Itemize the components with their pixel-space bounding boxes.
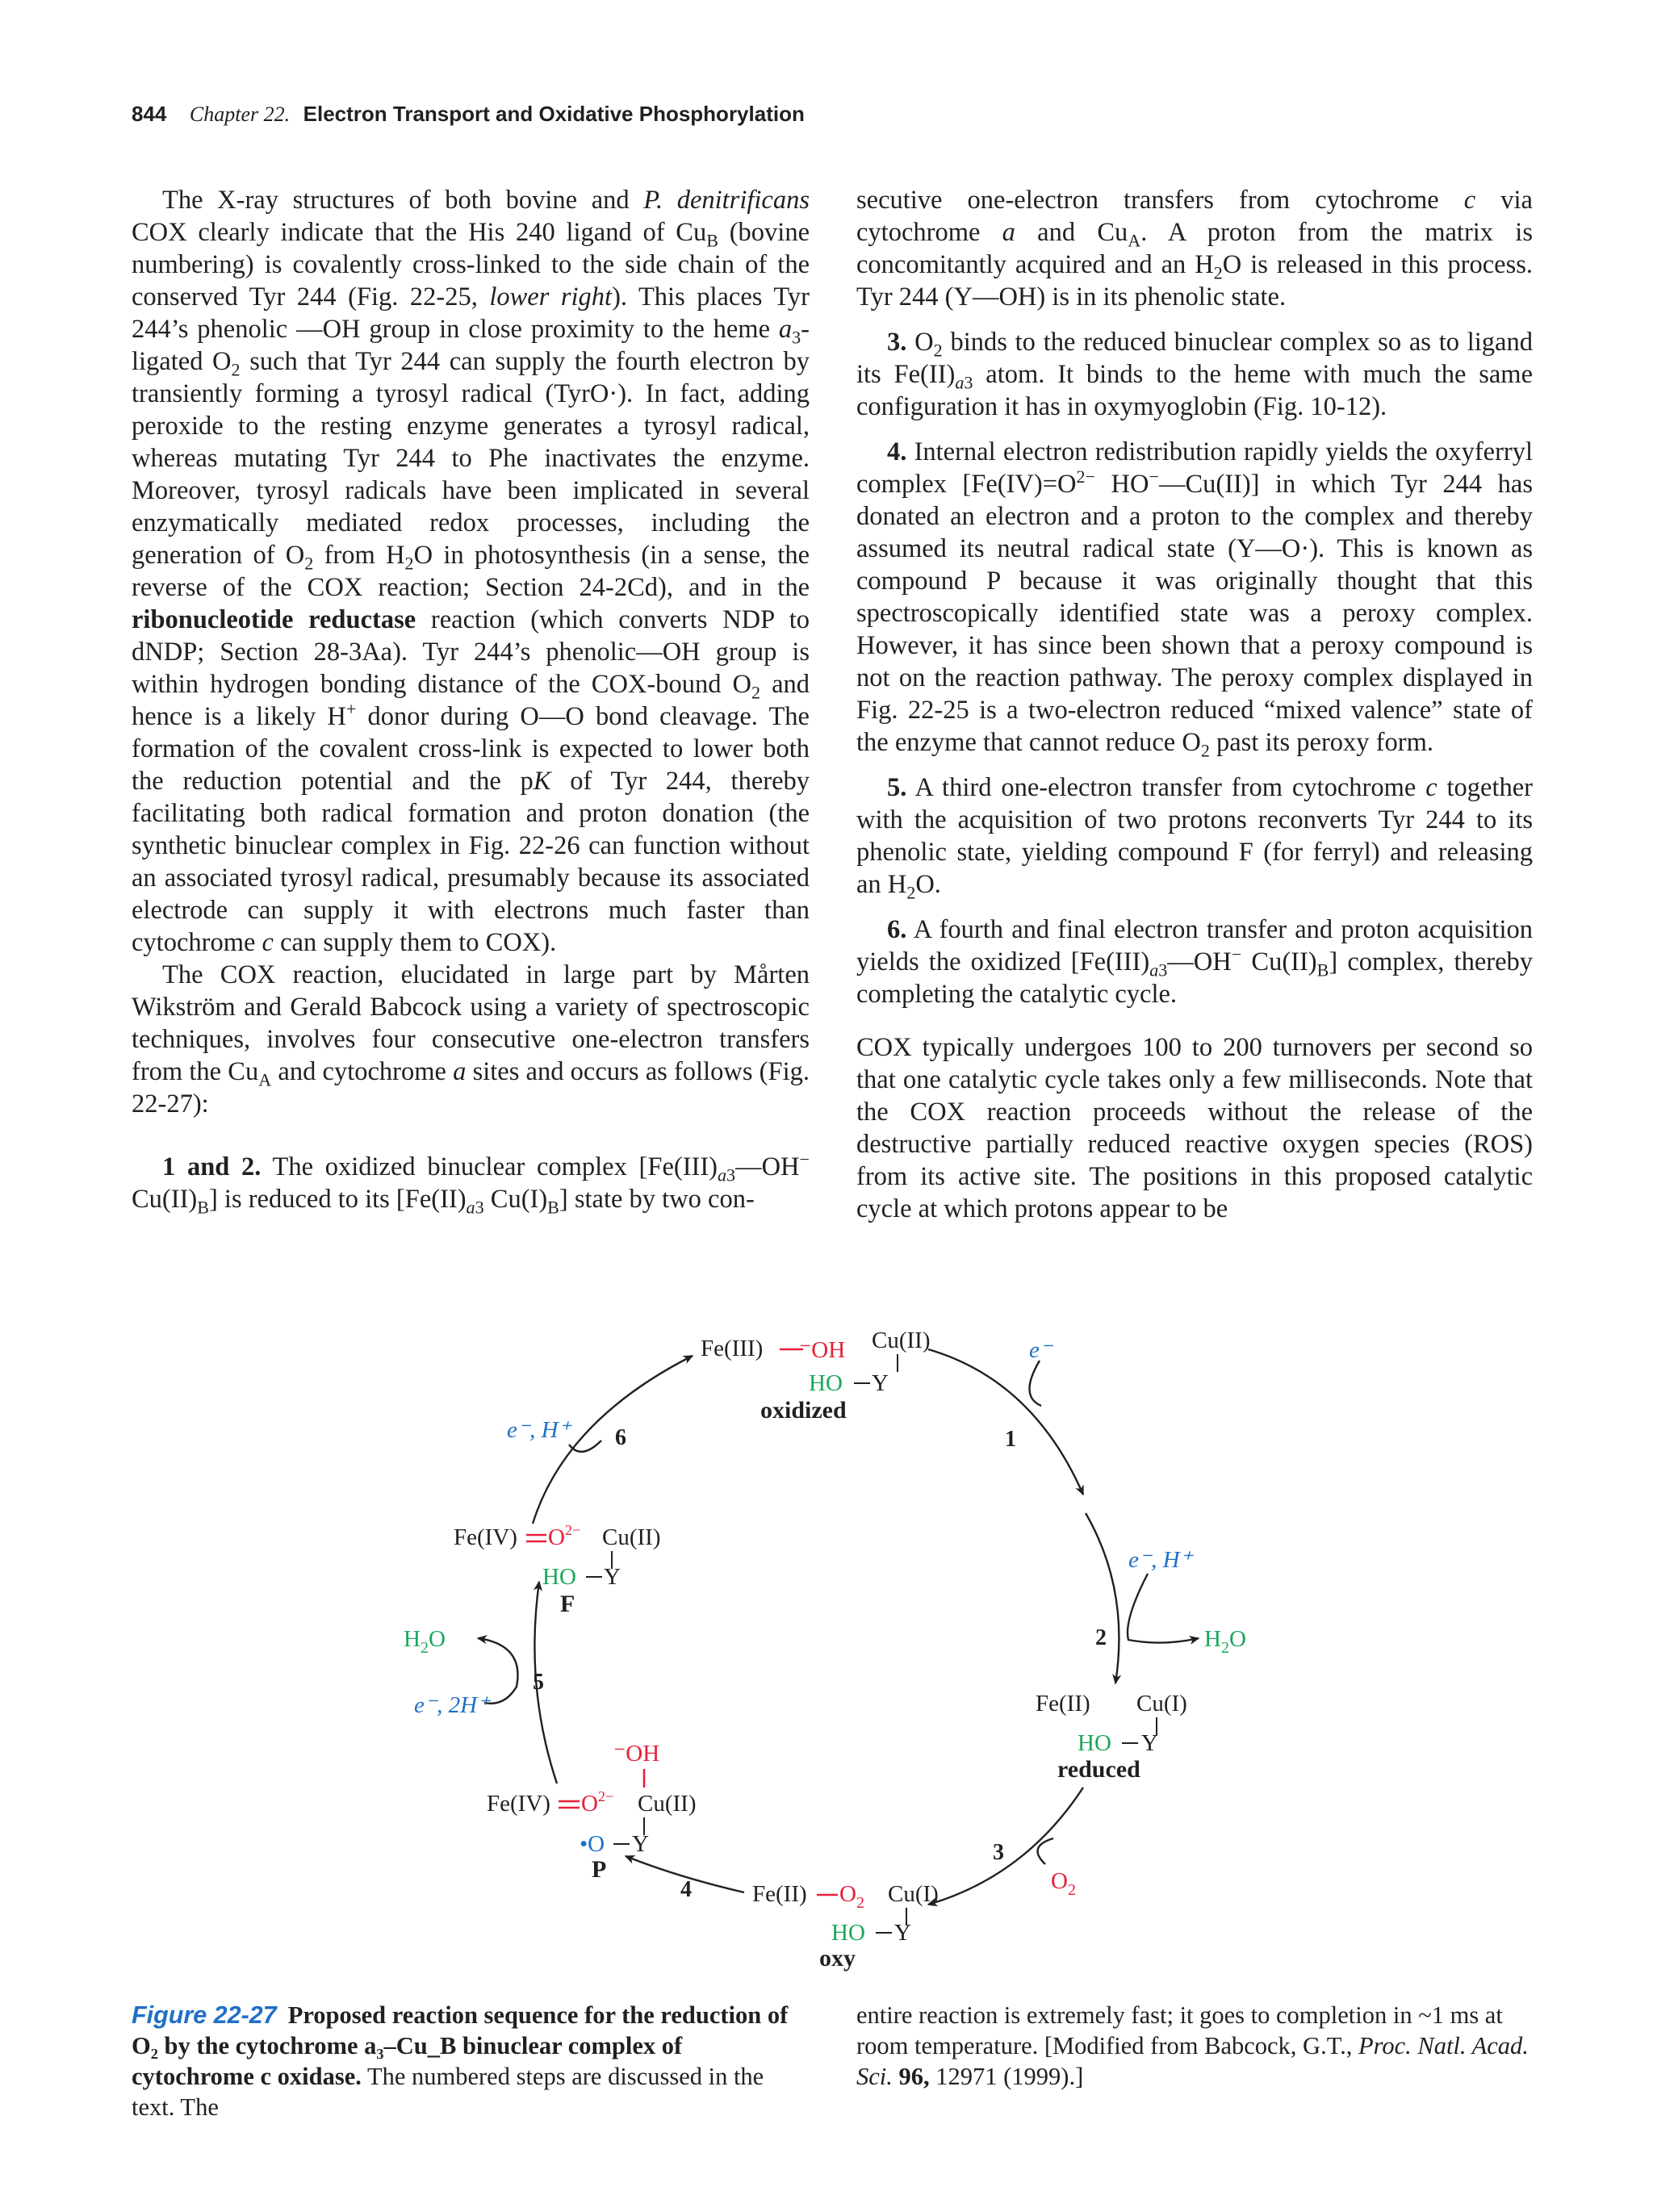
- chapter-title: Electron Transport and Oxidative Phosphorylation: [303, 102, 805, 126]
- step-5-input: e⁻, 2H⁺: [414, 1692, 490, 1718]
- step-1-arrow: [928, 1349, 1083, 1495]
- oxy-o2: $O_2$: [839, 1881, 864, 1912]
- f-label: F: [560, 1591, 575, 1617]
- caption-text: The numbered steps are discussed in the text. The: [132, 2063, 764, 2121]
- paragraph: 3. $O_2$ binds to the reduced binuclear complex so as to ligand its $Fe(II)_{a3}$ atom. It binds to the heme with much the same configuration it has in oxymyoglobin (Fig. 10-12).: [856, 328, 1534, 421]
- figure-caption-continued: [856, 2000, 1534, 2092]
- step-3-input: $O_2$: [1051, 1868, 1076, 1899]
- step-3-input-curve: [1038, 1838, 1053, 1864]
- step-6-number: 6: [615, 1425, 626, 1450]
- chapter-number: Chapter 22.: [189, 102, 291, 126]
- paragraph: secutive one-electron transfers from cytochrome c via cytochrome a and $Cu_A$. A proton from the matrix is concomitantly acquired and an $H_2O$ is released in this process. Tyr 244 (Y—OH) is in its phenolic state.: [856, 186, 1533, 312]
- step-2-number: 2: [1095, 1625, 1107, 1650]
- step-6-input: e⁻, H⁺: [507, 1417, 571, 1443]
- f-ho: HO: [542, 1564, 576, 1590]
- step-2-input: e⁻, H⁺: [1128, 1547, 1192, 1573]
- caption-journal: Proc. Natl. Acad. Sci.: [856, 2032, 1529, 2090]
- step-3: [928, 1788, 1083, 1905]
- p-fe: Fe(IV): [487, 1791, 550, 1817]
- reduced-y: Y: [1141, 1730, 1158, 1756]
- oxy-label: oxy: [819, 1945, 856, 1972]
- paragraph: 4. Internal electron redistribution rapidly yields the oxyferryl complex [$Fe(IV)=O^{2-}$ HO−—Cu(II)] in which Tyr 244 has donated an electron and a proton to the complex and thereby assumed its neutral radical state (Y—O·). This is known as compound P because it was originally thought that this spectroscopically identified state was a peroxy complex. However, it has since been shown that a peroxy compound is not on the reaction pathway. The peroxy complex displayed in Fig. 22-25 is a two-electron reduced “mixed valence” state of the enzyme that cannot reduce $O_2$ past its peroxy form.: [856, 437, 1533, 761]
- caption-volume: 96,: [898, 2063, 930, 2090]
- p-radical-o: •O: [580, 1831, 605, 1857]
- f-fe: Fe(IV): [454, 1524, 517, 1550]
- f-o: $O^{2-}$: [548, 1522, 581, 1550]
- body-column-right: [856, 184, 1533, 1225]
- p-oh: ⁻OH: [613, 1741, 660, 1767]
- caption-continued-a: entire reaction is extremely fast; it goes to completion in ~1 ms at room temperature. [Modified from Babcock, G.T.,: [856, 2001, 1503, 2059]
- p-y: Y: [632, 1831, 649, 1857]
- oxy-cu: Cu(I): [888, 1881, 939, 1907]
- caption-bold: Proposed reaction sequence for the reduction of O₂ by the cytochrome a₃–Cu_B binuclear complex of cytochrome c oxidase.: [132, 2001, 789, 2090]
- step-1-input: e⁻: [1029, 1337, 1052, 1363]
- step-2-branch: [1128, 1574, 1199, 1643]
- paragraph: 5. A third one-electron transfer from cytochrome c together with the acquisition of two protons reconverts Tyr 244 to its phenolic state, yielding compound F (for ferryl) and releasing an $H_2O$.: [856, 773, 1534, 903]
- paragraph: The X-ray structures of both bovine and P. denitrificans COX clearly indicate that the His 240 ligand of $Cu_B$ (bovine numbering) is covalently cross-linked to the side chain of the conserved Tyr 244 (Fig. 22-25, lower right). This places Tyr 244’s phenolic —OH group in close proximity to the heme $a_3$-ligated $O_2$ such that Tyr 244 can supply the fourth electron by transiently forming a tyrosyl radical (TyrO·). In fact, adding peroxide to the resting enzyme generates a tyrosyl radical, whereas mutating Tyr 244 to Phe inactivates the enzyme. Moreover, tyrosyl radicals have been implicated in several enzymatically mediated redox processes, including the generation of $O_2$ from $H_2O$ in photosynthesis (in a sense, the reverse of the COX reaction; Section 24-2Cd), and in the ribonucleotide reductase reaction (which converts NDP to dNDP; Section 28-3Aa). Tyr 244’s phenolic—OH group is within hydrogen bonding distance of the COX-bound $O_2$ and hence is a likely H+ donor during O—O bond cleavage. The formation of the covalent cross-link is expected to lower both the reduction potential and the pK of Tyr 244, thereby facilitating both radical formation and proton donation (the synthetic binuclear complex in Fig. 22-26 can function without an associated tyrosyl radical, presumably because its associated electrode can supply it with electrons much faster than cytochrome c can supply them to COX).: [132, 186, 810, 957]
- state-oxy: [752, 1881, 939, 1972]
- step-4-number: 4: [680, 1877, 692, 1902]
- figure-caption: [132, 2000, 810, 2122]
- step-1-number: 1: [1005, 1427, 1016, 1452]
- page-header: [132, 102, 805, 127]
- oxidized-label: oxidized: [760, 1397, 847, 1424]
- paragraph: COX typically undergoes 100 to 200 turnovers per second so that one catalytic cycle takes only a few milliseconds. Note that the COX reaction proceeds without the release of the destructive partially reduced reactive oxygen species (ROS) from its active site. The positions in this proposed catalytic cycle at which protons appear to be: [856, 1033, 1533, 1223]
- oxy-fe: Fe(II): [752, 1881, 807, 1907]
- paragraph: 6. A fourth and final electron transfer and proton acquisition yields the oxidized [$Fe(III)_{a3}—OH^-$ $Cu(II)_B$] complex, thereby completing the catalytic cycle.: [856, 915, 1534, 1009]
- cox-catalytic-cycle-diagram: [0, 1307, 1653, 2001]
- step-5-number: 5: [533, 1670, 544, 1695]
- step-3-number: 3: [993, 1840, 1004, 1865]
- body-column-left: [132, 184, 810, 1218]
- oxy-ho: HO: [831, 1920, 865, 1946]
- oxidized-fe: Fe(III): [701, 1336, 764, 1361]
- p-cu: Cu(II): [638, 1791, 697, 1817]
- reduced-fe: Fe(II): [1036, 1691, 1090, 1716]
- step-1: [928, 1337, 1083, 1495]
- step-4: [626, 1856, 744, 1902]
- state-reduced: [1036, 1691, 1187, 1783]
- figure-number: Figure 22-27: [132, 2001, 277, 2029]
- reduced-ho: HO: [1078, 1730, 1111, 1756]
- step-2-arrow: [1086, 1513, 1119, 1683]
- reduced-label: reduced: [1057, 1756, 1140, 1783]
- f-cu: Cu(II): [602, 1524, 661, 1550]
- reduced-cu: Cu(I): [1136, 1691, 1187, 1716]
- oxy-y: Y: [894, 1920, 911, 1946]
- state-P: [487, 1741, 696, 1883]
- step-5: [404, 1582, 557, 1783]
- paragraph: The COX reaction, elucidated in large part by Mårten Wikström and Gerald Babcock using a variety of spectroscopic techniques, involves four consecutive one-electron transfers from the $Cu_A$ and cytochrome a sites and occurs as follows (Fig. 22-27):: [132, 960, 810, 1119]
- page-number: 844: [132, 102, 167, 126]
- paragraph: 1 and 2. The oxidized binuclear complex [$Fe(III)_{a3}—OH^-$ $Cu(II)_B$] is reduced to its [$Fe(II)_{a3}$ $Cu(I)_B$] state by two con-: [132, 1149, 810, 1218]
- state-oxidized: [701, 1328, 930, 1424]
- step-6: [507, 1356, 693, 1524]
- state-F: [454, 1522, 660, 1617]
- caption-continued-b: 12971 (1999).]: [929, 2063, 1084, 2090]
- oxidized-ho: HO: [809, 1370, 843, 1396]
- p-label: P: [592, 1856, 607, 1883]
- step-5-output: $H_2O$: [404, 1626, 446, 1657]
- oxidized-oh: ⁻OH: [799, 1337, 846, 1363]
- f-y: Y: [604, 1564, 621, 1590]
- step-1-input-curve: [1029, 1361, 1041, 1406]
- oxidized-cu: Cu(II): [872, 1328, 931, 1353]
- step-2: [1086, 1513, 1246, 1683]
- p-o: $O^{2-}$: [581, 1788, 614, 1817]
- step-2-output: $H_2O$: [1204, 1626, 1246, 1657]
- oxidized-y: Y: [872, 1370, 889, 1396]
